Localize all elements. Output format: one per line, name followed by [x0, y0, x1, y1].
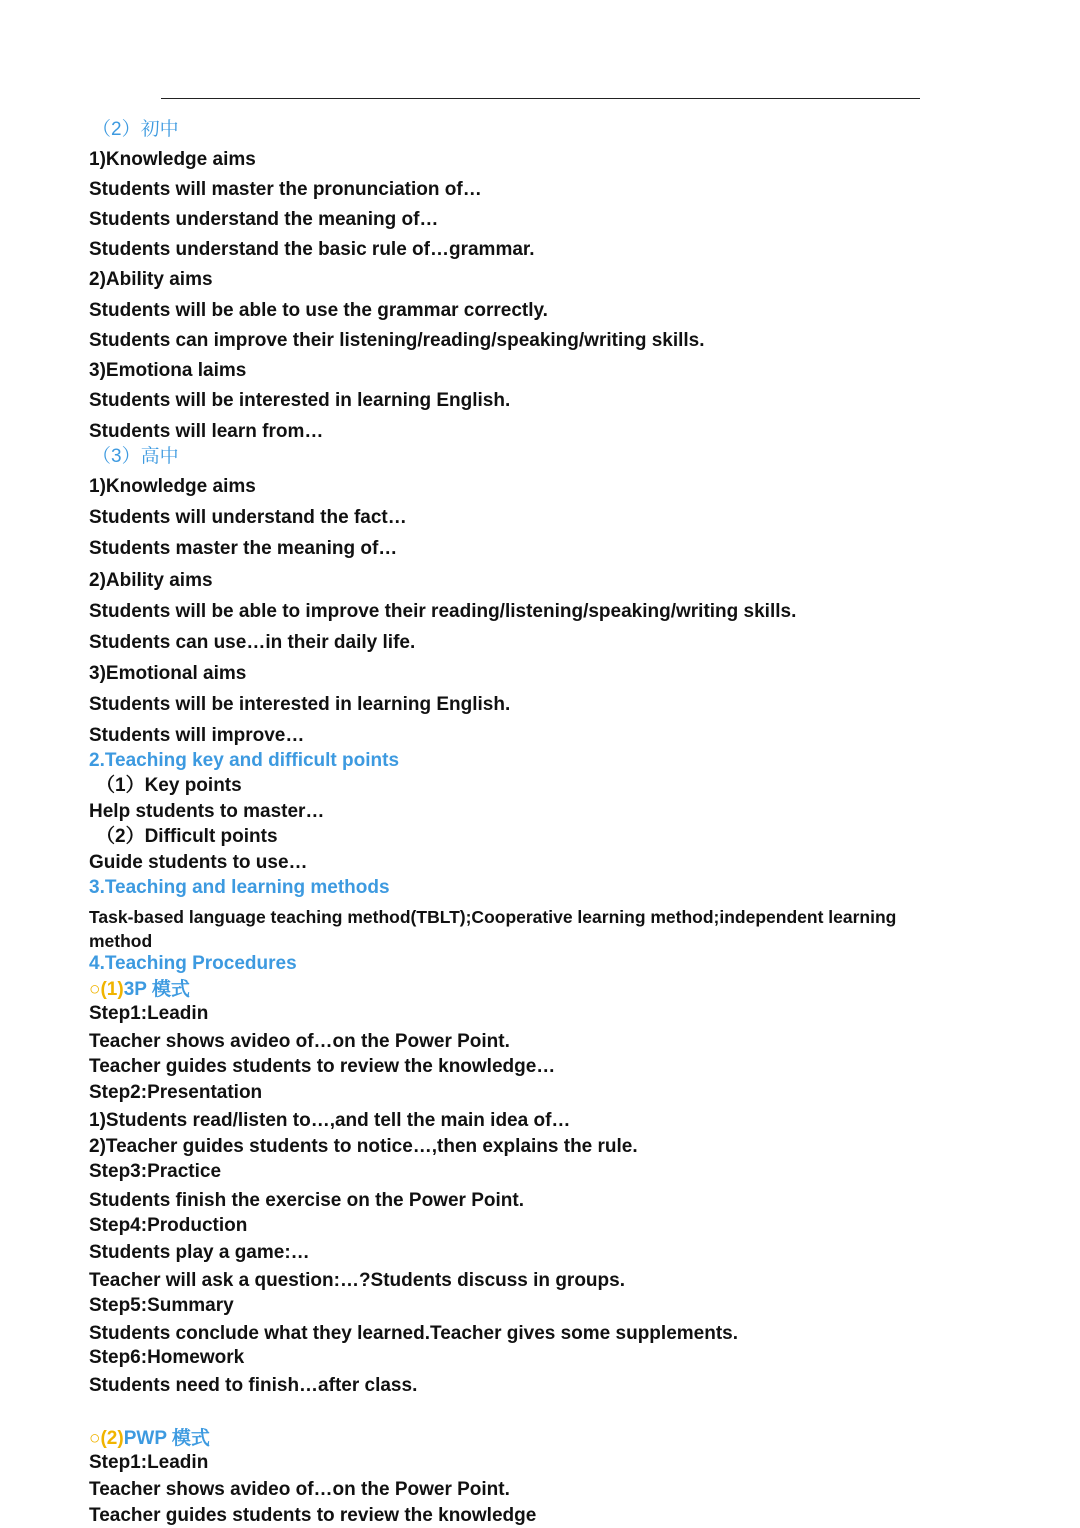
bullet-icon: ○	[89, 979, 101, 1000]
text-line: Students understand the basic rule of…grammar.	[89, 239, 535, 260]
bullet-icon: ○	[89, 1428, 101, 1449]
text-line: Students will be interested in learning English.	[89, 390, 511, 411]
text-line: Students finish the exercise on the Power Point.	[89, 1190, 524, 1211]
mode-heading	[89, 1427, 210, 1451]
text-line: Students play a game:…	[89, 1242, 310, 1263]
text-line: 1)Students read/listen to…,and tell the main idea of…	[89, 1110, 571, 1131]
step-heading: Step5:Summary	[89, 1295, 234, 1316]
header-rule	[161, 98, 920, 99]
section-heading: （3）高中	[92, 446, 179, 467]
step-heading: Step3:Practice	[89, 1161, 222, 1182]
step-heading: Step1:Leadin	[89, 1452, 209, 1473]
section-heading: 2.Teaching key and difficult points	[89, 750, 400, 771]
text-line: Teacher guides students to review the knowledge	[89, 1505, 537, 1526]
subheading: （1）Key points	[96, 775, 242, 796]
subheading: 2)Ability aims	[89, 269, 213, 290]
step-heading: Step6:Homework	[89, 1347, 245, 1368]
step-heading: Step1:Leadin	[89, 1003, 209, 1024]
text-line: Guide students to use…	[89, 852, 308, 873]
text-line: Students will master the pronunciation of…	[89, 179, 482, 200]
text-line: Students will be able to improve their reading/listening/speaking/writing skills.	[89, 601, 797, 622]
mode-number: (1)	[100, 979, 124, 1000]
mode-title: PWP 模式	[123, 1428, 210, 1449]
text-line: Help students to master…	[89, 801, 325, 822]
text-line: Teacher will ask a question:…?Students discuss in groups.	[89, 1270, 625, 1291]
text-line: Students can use…in their daily life.	[89, 632, 416, 653]
text-line: 2)Teacher guides students to notice…,then explains the rule.	[89, 1136, 638, 1157]
subheading: 3)Emotional aims	[89, 663, 247, 684]
subheading: 1)Knowledge aims	[89, 476, 256, 497]
mode-title: 3P 模式	[123, 979, 190, 1000]
text-line: Students will be interested in learning English.	[89, 694, 511, 715]
text-line: Teacher guides students to review the knowledge…	[89, 1056, 556, 1077]
text-line: Students master the meaning of…	[89, 538, 398, 559]
section-heading: 4.Teaching Procedures	[89, 953, 297, 974]
text-line: Students will improve…	[89, 725, 305, 746]
text-line: Students need to finish…after class.	[89, 1375, 418, 1396]
subheading: 2)Ability aims	[89, 570, 213, 591]
step-heading: Step2:Presentation	[89, 1082, 263, 1103]
text-line: Students understand the meaning of…	[89, 209, 439, 230]
subheading: 3)Emotiona laims	[89, 360, 247, 381]
text-line: Teacher shows avideo of…on the Power Point.	[89, 1031, 510, 1052]
mode-number: (2)	[100, 1428, 124, 1449]
text-line: Students will learn from…	[89, 421, 324, 442]
text-line: Task-based language teaching method(TBLT);Cooperative learning method;independent learning	[89, 907, 897, 927]
section-heading: 3.Teaching and learning methods	[89, 877, 390, 898]
section-heading: （2）初中	[92, 119, 179, 140]
text-line: Students can improve their listening/reading/speaking/writing skills.	[89, 330, 705, 351]
subheading: （2）Difficult points	[96, 826, 278, 847]
subheading: 1)Knowledge aims	[89, 149, 256, 170]
text-line: method	[89, 931, 153, 951]
text-line: Students will be able to use the grammar correctly.	[89, 300, 548, 321]
text-line: Students will understand the fact…	[89, 507, 407, 528]
text-line: Students conclude what they learned.Teacher gives some supplements.	[89, 1323, 738, 1344]
step-heading: Step4:Production	[89, 1215, 248, 1236]
mode-heading	[89, 978, 190, 1002]
text-line: Teacher shows avideo of…on the Power Point.	[89, 1479, 510, 1500]
